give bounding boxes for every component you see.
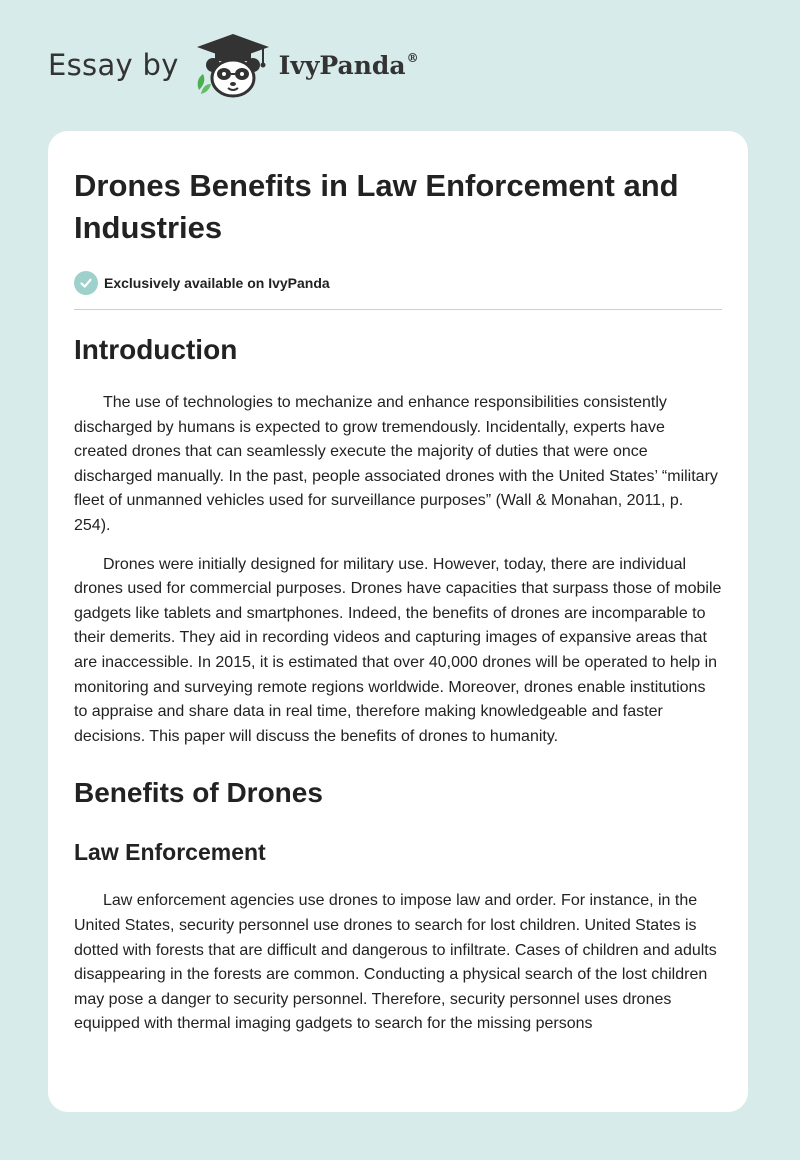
section-heading-introduction: Introduction (74, 334, 238, 365)
exclusive-badge (74, 271, 722, 295)
intro-paragraph-2: Drones were initially designed for military use. However, today, there are individual drones used for commercial purposes. Drones have capacities that surpass those of mobile gadgets like tablets and smartphones. Indeed, the benefits of drones are incomparable to their demerits. They aid in recording videos and capturing images of expansive areas that are inaccessible. In 2015, it is estimated that over 40,000 drones will be operated to help in monitoring and surveying remote regions worldwide. Moreover, drones enable institutions to appraise and share data in real time, therefore making knowledgeable and faster decisions. This paper will discuss the benefits of drones to humanity. (74, 555, 722, 745)
registered-mark: ® (406, 50, 419, 65)
brand-name-text: IvyPanda (278, 50, 406, 80)
section-heading-benefits: Benefits of Drones (74, 777, 323, 809)
exclusive-text: Exclusively available on IvyPanda (104, 275, 330, 291)
brand-name (279, 51, 419, 80)
brand-prefix: Essay by (48, 48, 179, 82)
intro-paragraph-1: The use of technologies to mechanize and enhance responsibilities consistently discharged by humans is expected to grow tremendously. Incidentally, experts have created drones that can seamlessly execute the majority of duties that were once discharged manually. In the past, people associated drones with the United States’ “military fleet of unmanned vehicles used for surveillance purposes” (Wall & Monahan, 2011, p. 254). (74, 394, 718, 534)
brand-header (48, 30, 419, 100)
divider (74, 309, 722, 310)
essay-title: Drones Benefits in Law Enforcement and Industries (74, 168, 679, 245)
check-icon (74, 271, 98, 295)
panda-logo-icon[interactable] (193, 30, 273, 100)
subsection-heading-law-enforcement: Law Enforcement (74, 839, 266, 866)
law-paragraph-1: Law enforcement agencies use drones to impose law and order. For instance, in the United States, security personnel use drones to search for lost children. United States is dotted with forests that are difficult and dangerous to infiltrate. Cases of children and adults disappearing in the forests are common. Conducting a physical search of the lost children may pose a danger to security personnel. Therefore, security personnel uses drones equipped with thermal imaging gadgets to search for the missing persons (74, 892, 717, 1033)
essay-card (48, 131, 748, 1112)
